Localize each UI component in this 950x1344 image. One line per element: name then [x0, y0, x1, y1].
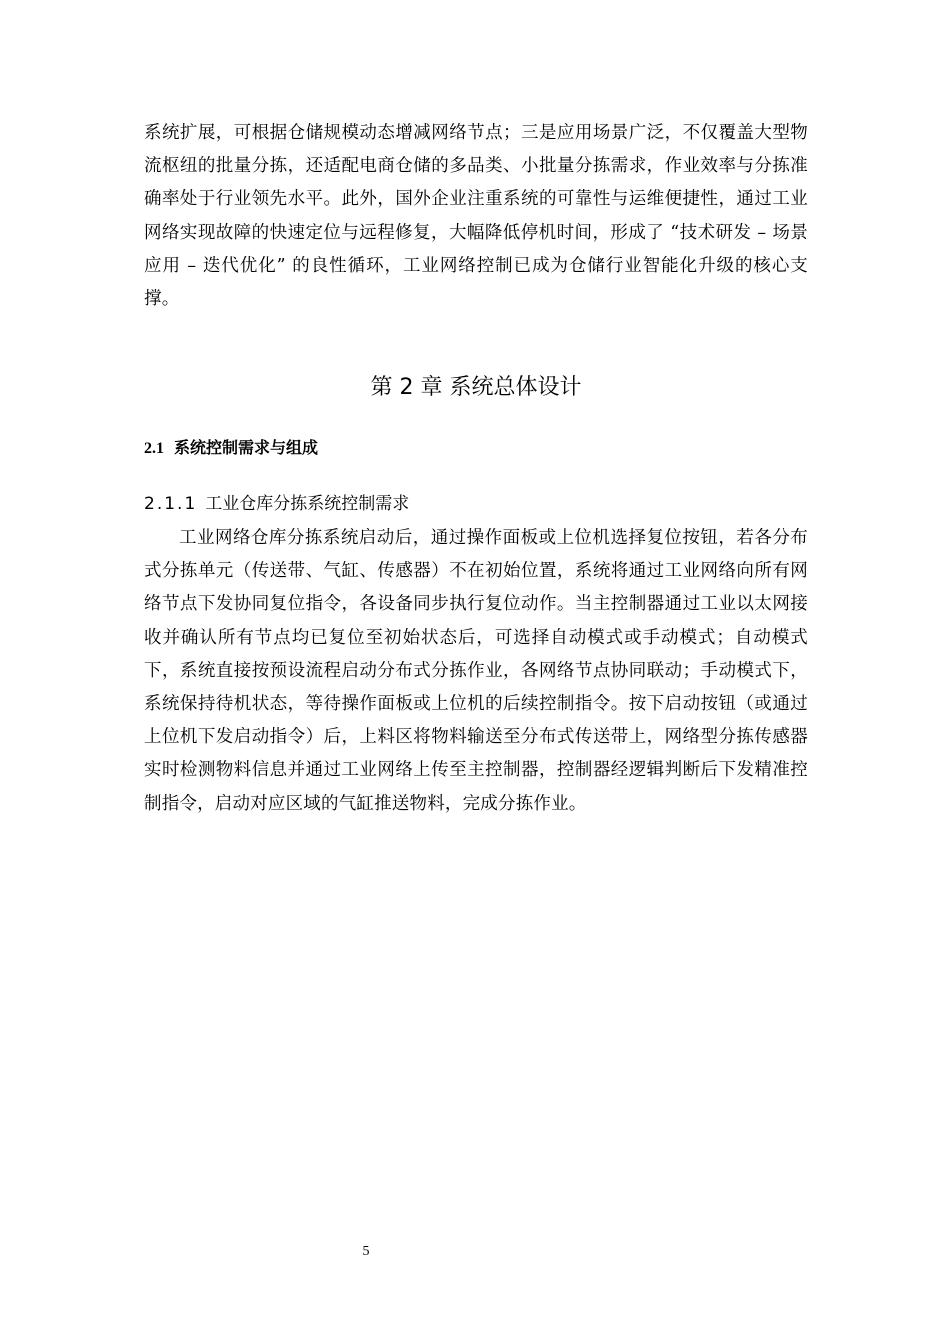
subsection-heading	[144, 488, 409, 520]
body-paragraph: 工业网络仓库分拣系统启动后，通过操作面板或上位机选择复位按钮，若各分布式分拣单元（传送带、气缸、传感器）不在初始位置，系统将通过工业网络向所有网络节点下发协同复位指令，各设备同步执行复位动作。当主控制器通过工业以太网接收并确认所有节点均已复位至初始状态后，可选择自动模式或手动模式；自动模式下，系统直接按预设流程启动分布式分拣作业，各网络节点协同联动；手动模式下，系统保持待机状态，等待操作面板或上位机的后续控制指令。按下启动按钮（或通过上位机下发启动指令）后，上料区将物料输送至分布式传送带上，网络型分拣传感器实时检测物料信息并通过工业网络上传至主控制器，控制器经逻辑判断后下发精准控制指令，启动对应区域的气缸推送物料，完成分拣作业。	[144, 528, 808, 814]
subsection-title: 工业仓库分拣系统控制需求	[205, 494, 410, 514]
intro-paragraph: 系统扩展，可根据仓储规模动态增减网络节点；三是应用场景广泛，不仅覆盖大型物流枢纽的批量分拣，还适配电商仓储的多品类、小批量分拣需求，作业效率与分拣准确率处于行业领先水平。此外，国外企业注重系统的可靠性与运维便捷性，通过工业网络实现故障的快速定位与远程修复，大幅降低停机时间，形成了 “技术研发 – 场景应用 – 迭代优化” 的良性循环，工业网络控制已成为仓储行业智能化升级的核心支撑。	[144, 123, 808, 310]
page-number: 5	[362, 1244, 370, 1259]
section-title: 系统控制需求与组成	[174, 438, 319, 457]
section-heading	[144, 434, 318, 463]
chapter-title: 第 2 章 系统总体设计	[370, 375, 582, 400]
subsection-number: 2.1.1	[144, 494, 198, 514]
section-number: 2.1	[144, 440, 164, 457]
